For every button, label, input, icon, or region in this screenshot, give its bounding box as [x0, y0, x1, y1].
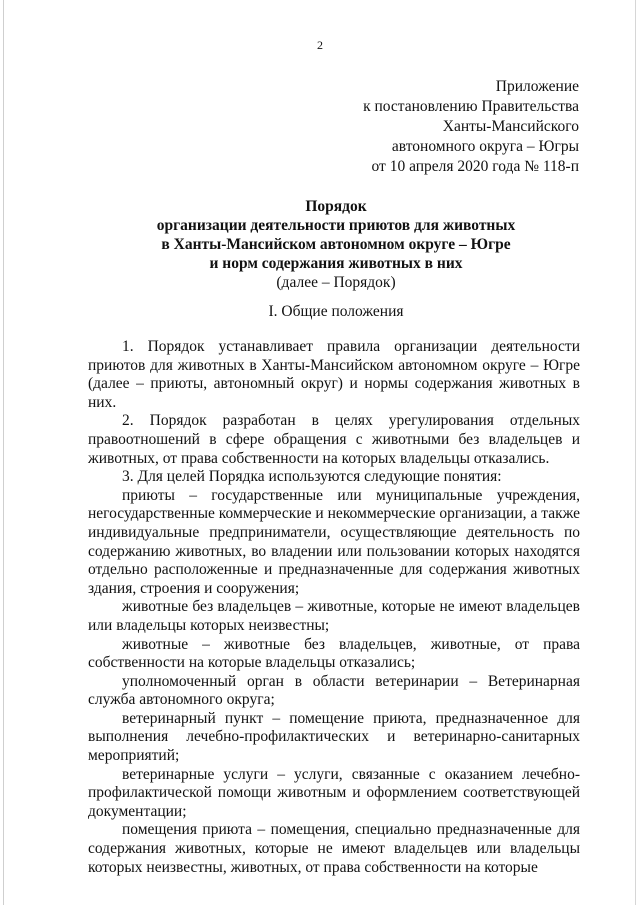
approval-line: автономного округа – Югры — [391, 138, 579, 155]
paragraph: ветеринарный пункт – помещение приюта, предназначенное для выполнения лечебно-профилактических и ветеринарно-санитарных мероприятий; — [88, 709, 580, 765]
document-title — [88, 197, 584, 292]
approval-line: Ханты-Мансийского — [442, 118, 579, 135]
paragraph: помещения приюта – помещения, специально предназначенные для содержания животных, которые не имеют владельцев или владельцы которых неизвестны, животных, от права собственности на которые — [88, 821, 580, 876]
page-number: 2 — [317, 38, 323, 52]
paragraph: 2. Порядок разработан в целях урегулирования отдельных правоотношений в сфере обращения с животными без владельцев и животных, от права собственности на которых владельцы отказались. — [88, 412, 580, 467]
title-line: в Ханты-Мансийском автономном округе – Югре — [161, 236, 511, 253]
paragraph: приюты – государственные или муниципальные учреждения, негосударственные коммерческие и некоммерческие организации, а также индивидуальные предприниматели, осуществляющие деятельность по содержанию животных, во владении или пользовании которых находятся отдельно расположенные и предназначенные для содержания животных здания, строения и сооружения; — [88, 486, 580, 597]
approval-block — [363, 77, 579, 177]
title-line: Порядок — [305, 198, 367, 215]
paragraph: животные без владельцев – животные, которые не имеют владельцев или владельцы которых неизвестны; — [88, 598, 580, 634]
paragraph: животные – животные без владельцев, животные, от права собственности на которые владельцы отказались; — [88, 635, 580, 672]
section-heading: I. Общие положения — [268, 303, 404, 320]
paragraph: 1. Порядок устанавливает правила организации деятельности приютов для животных в Ханты-Мансийском автономном округе – Югре (далее – приюты, автономный округ) и нормы содержания животных в них. — [88, 338, 580, 411]
title-line: организации деятельности приютов для животных — [156, 217, 516, 234]
paragraph: уполномоченный орган в области ветеринарии – Ветеринарная служба автономного округа; — [88, 672, 580, 709]
document-body — [88, 338, 580, 877]
paragraph: 3. Для целей Порядка используются следующие понятия: — [122, 468, 502, 486]
title-line: и норм содержания животных в них — [209, 255, 463, 272]
scan-edge-right — [635, 0, 636, 905]
paragraph: ветеринарные услуги – услуги, связанные с оказанием лечебно-профилактической помощи животным и оформлением соответствующей документации; — [88, 765, 580, 820]
scan-edge-left — [3, 0, 4, 905]
title-note: (далее – Порядок) — [276, 274, 396, 291]
approval-line: Приложение — [495, 78, 579, 95]
approval-line: от 10 апреля 2020 года № 118-п — [371, 158, 579, 175]
approval-line: к постановлению Правительства — [363, 98, 579, 115]
